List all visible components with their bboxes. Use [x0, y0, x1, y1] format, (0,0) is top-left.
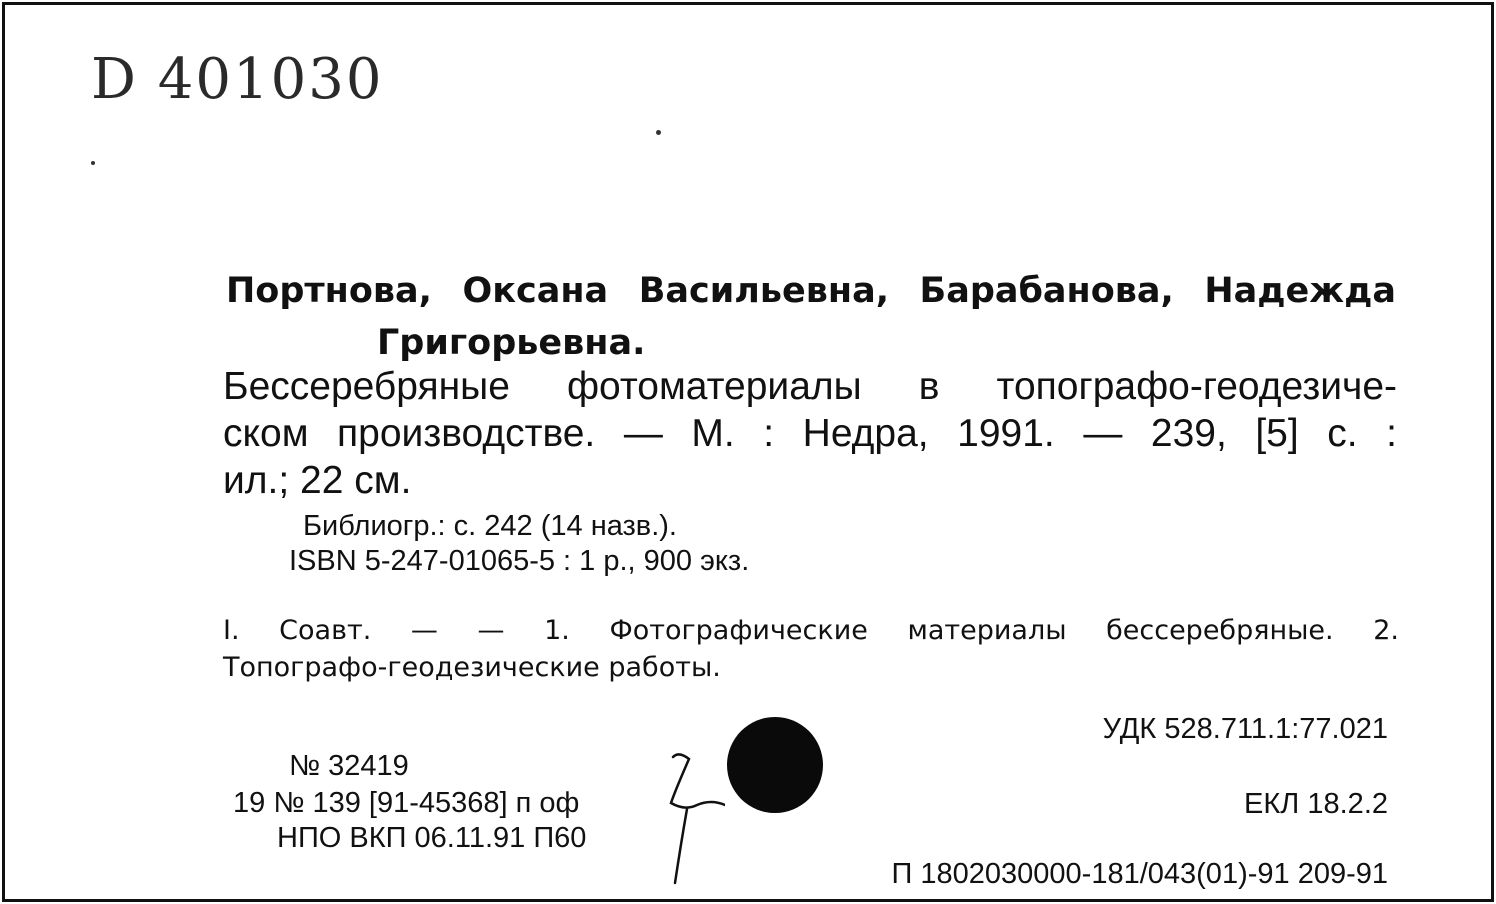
- udk-code: УДК 528.711.1:77.021: [1102, 713, 1388, 745]
- registry-order: 19 № 139 [91-45368] п оф: [233, 787, 580, 819]
- shelfmark: D 401030: [91, 47, 384, 112]
- ink-speck: [91, 161, 95, 165]
- bibliography-note: Библиогр.: с. 242 (14 назв.).: [303, 510, 677, 542]
- subject-headings-line-1: I. Соавт. — — 1. Фотографические материалы бессеребряные. 2.: [223, 615, 1399, 646]
- registry-number: № 32419: [289, 750, 409, 782]
- index-code: П 1802030000-181/043(01)-91 209-91: [891, 858, 1388, 890]
- authors-continuation: Григорьевна.: [377, 323, 646, 363]
- catalog-card: [2, 2, 1494, 902]
- ink-speck: [656, 130, 661, 135]
- title-line-3: ил.; 22 см.: [223, 459, 412, 502]
- punch-hole: [727, 717, 823, 813]
- handwritten-mark: [645, 747, 725, 887]
- isbn-line: ISBN 5-247-01065-5 : 1 р., 900 экз.: [289, 545, 750, 577]
- authors-line: Портнова, Оксана Васильевна, Барабанова, Надежда: [226, 271, 1396, 311]
- title-line-2: ском производстве. — М. : Недра, 1991. — 239, [5] с. :: [223, 412, 1397, 455]
- subject-headings-line-2: Топографо-геодезические работы.: [223, 652, 721, 683]
- registry-printer: НПО ВКП 06.11.91 П60: [277, 822, 587, 854]
- ekl-code: ЕКЛ 18.2.2: [1244, 788, 1388, 820]
- title-line-1: Бессеребряные фотоматериалы в топографо-геодезиче-: [223, 365, 1397, 408]
